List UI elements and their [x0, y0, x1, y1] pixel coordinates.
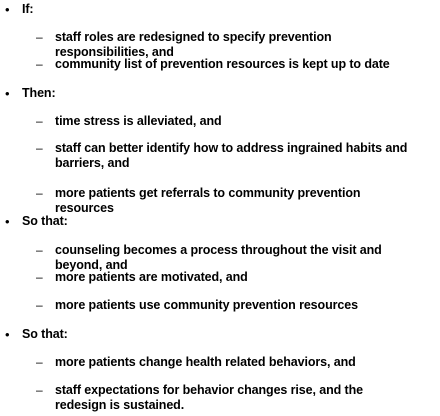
section-heading-label: So that:	[22, 214, 68, 228]
list-item-text: more patients get referrals to community prevention resources	[55, 186, 361, 215]
list-item-text: staff roles are redesigned to specify prevention responsibilities, and	[55, 30, 332, 59]
list-item-text: time stress is alleviated, and	[55, 114, 222, 128]
dash-icon: –	[36, 141, 43, 155]
dash-icon: –	[36, 298, 43, 312]
dash-icon: –	[36, 186, 43, 200]
list-item-text: staff expectations for behavior changes rise, and the redesign is sustained.	[55, 383, 363, 412]
bullet-icon: •	[5, 327, 10, 342]
section-heading-label: If:	[22, 2, 34, 16]
bullet-icon: •	[5, 214, 10, 229]
list-item-text: more patients are motivated, and	[55, 270, 248, 284]
dash-icon: –	[36, 355, 43, 369]
dash-icon: –	[36, 243, 43, 257]
dash-icon: –	[36, 30, 43, 44]
dash-icon: –	[36, 383, 43, 397]
section-heading-label: So that:	[22, 327, 68, 341]
list-item-text: staff can better identify how to address ingrained habits and barriers, and	[55, 141, 408, 170]
list-item-text: more patients use community prevention resources	[55, 298, 358, 312]
list-item-text: more patients change health related behaviors, and	[55, 355, 356, 369]
bullet-icon: •	[5, 2, 10, 17]
section-heading-label: Then:	[22, 86, 56, 100]
dash-icon: –	[36, 270, 43, 284]
dash-icon: –	[36, 57, 43, 71]
bullet-icon: •	[5, 86, 10, 101]
dash-icon: –	[36, 114, 43, 128]
list-item-text: community list of prevention resources is kept up to date	[55, 57, 390, 71]
list-item-text: counseling becomes a process throughout the visit and beyond, and	[55, 243, 382, 272]
